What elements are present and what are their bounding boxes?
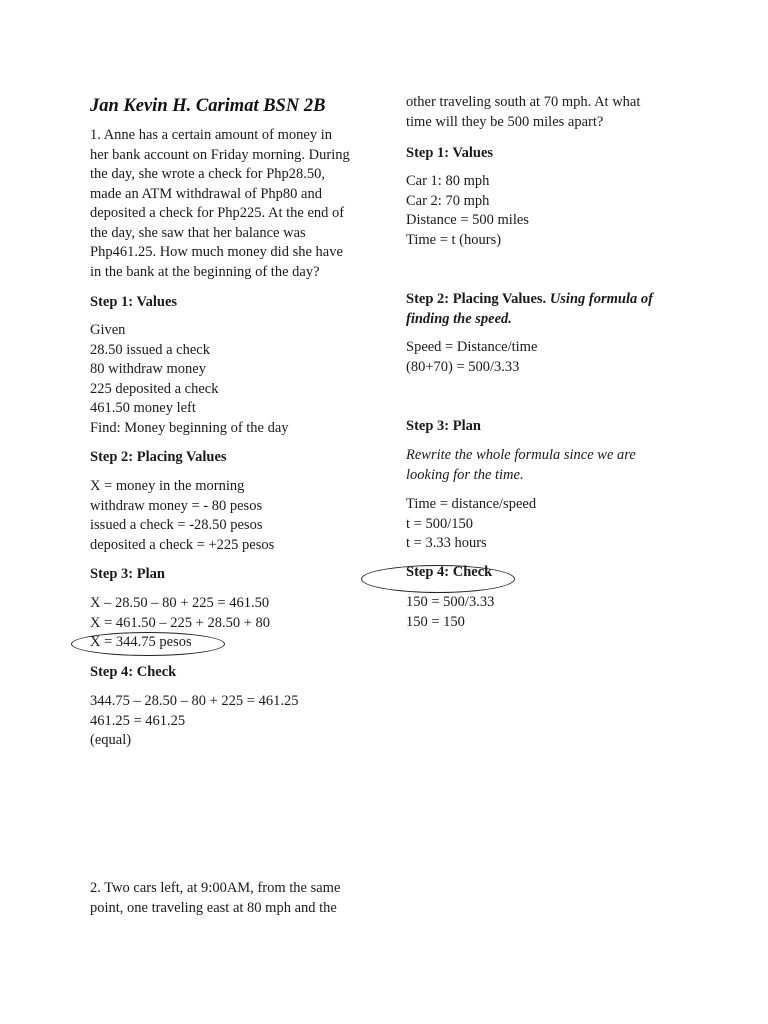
- step4-circle-right: [361, 565, 515, 593]
- right-step3-note: Rewrite the whole formula since we are looking for the time.: [406, 447, 636, 483]
- right-step1-body: Car 1: 80 mph Car 2: 70 mph Distance = 500 miles Time = t (hours): [406, 173, 529, 248]
- right-step2-note: Using formula of finding the speed.: [406, 291, 653, 327]
- left-step3-title: Step 3: Plan: [90, 566, 165, 582]
- problem-2-continuation: other traveling south at 70 mph. At what time will they be 500 miles apart?: [406, 94, 641, 130]
- left-step1-body-block: [90, 321, 380, 438]
- right-step2-body: Speed = Distance/time (80+70) = 500/3.33: [406, 339, 538, 375]
- left-step2-body: X = money in the morning withdraw money = - 80 pesos issued a check = -28.50 pesos deposited a check = +225 pesos: [90, 478, 275, 553]
- right-step1-title: Step 1: Values: [406, 145, 494, 161]
- left-step3-line-1: X – 28.50 – 80 + 225 = 461.50: [90, 595, 270, 611]
- right-step1-block: [406, 144, 696, 164]
- left-column: [90, 95, 380, 282]
- left-step2-block: [90, 448, 380, 468]
- answer-circle-left: [71, 632, 225, 656]
- problem-1-text: 1. Anne has a certain amount of money in her bank account on Friday morning. During the day, she wrote a check for Php28.50, made an ATM withdrawal of Php80 and deposited a check for Php225. At the end of the day, she saw that her balance was Php461.25. How much money did she have in the bank at the beginning of the day?: [90, 127, 350, 280]
- author-heading: Jan Kevin H. Carimat BSN 2B: [90, 96, 326, 116]
- right-step2-body-block: [406, 338, 696, 377]
- left-step1-block: [90, 293, 380, 313]
- right-step4-title: Step 4: Check: [406, 564, 493, 580]
- left-step4-title: Step 4: Check: [90, 664, 177, 680]
- left-step3-line-2: X = 461.50 – 225 + 28.50 + 80: [90, 614, 271, 631]
- right-step3-body-block: [406, 495, 696, 554]
- right-step4-body: 150 = 500/3.33 150 = 150: [406, 594, 495, 630]
- left-step2-title: Step 2: Placing Values: [90, 449, 227, 465]
- right-step3-note-block: [406, 446, 696, 485]
- right-step1-body-block: [406, 172, 696, 250]
- right-step3-title: Step 3: Plan: [406, 418, 481, 434]
- right-step2-title: Step 2: Placing Values.: [406, 291, 547, 307]
- right-step2-block: [406, 290, 696, 329]
- right-step4-body-block: [406, 593, 696, 632]
- right-column: [406, 93, 696, 132]
- left-step4-body: 344.75 – 28.50 – 80 + 225 = 461.25 461.25 = 461.25 (equal): [90, 693, 299, 748]
- left-step3-answer: X = 344.75 pesos: [90, 634, 192, 650]
- left-step3-block: [90, 565, 380, 585]
- left-step1-body: Given 28.50 issued a check 80 withdraw money 225 deposited a check 461.50 money left Find: Money beginning of the day: [90, 322, 289, 436]
- left-step4-block: [90, 663, 380, 683]
- problem-2-block: [90, 879, 380, 918]
- left-step1-title: Step 1: Values: [90, 294, 178, 310]
- right-step3-body: Time = distance/speed t = 500/150 t = 3.33 hours: [406, 496, 537, 551]
- right-step3-block: [406, 417, 696, 437]
- left-step2-body-block: [90, 477, 380, 555]
- left-step4-body-block: [90, 692, 380, 751]
- problem-2-text: 2. Two cars left, at 9:00AM, from the same point, one traveling east at 80 mph and the: [90, 880, 341, 916]
